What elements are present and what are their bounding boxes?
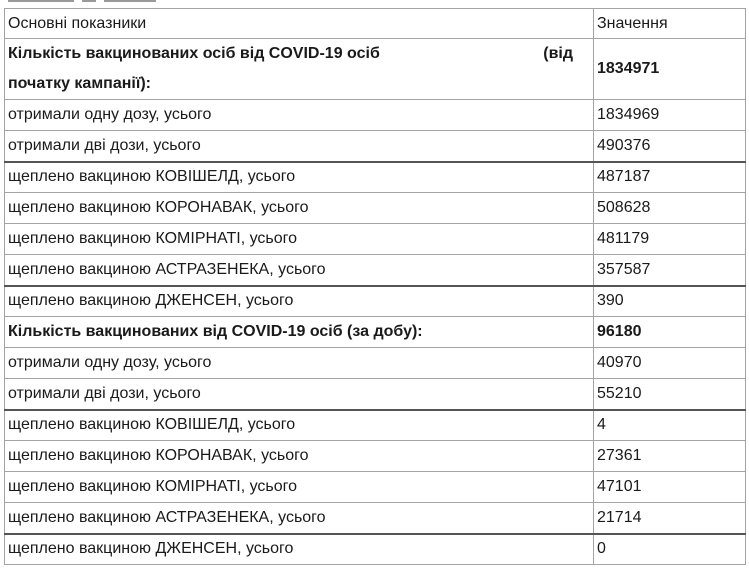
table-row-total-campaign <box>5 39 746 100</box>
cropped-text-fragment <box>104 0 156 2</box>
row-value: 21714 <box>594 503 746 534</box>
row-value: 481179 <box>594 224 746 255</box>
row-value: 0 <box>594 534 746 565</box>
table-row <box>5 441 746 472</box>
row-value: 508628 <box>594 193 746 224</box>
table-row <box>5 286 746 317</box>
vaccination-stats-table <box>4 8 746 565</box>
total-campaign-label-cont: початку кампанії): <box>8 75 151 92</box>
table-row <box>5 193 746 224</box>
table-row <box>5 224 746 255</box>
row-value: 1834969 <box>594 100 746 131</box>
row-label: щеплено вакциною ДЖЕНСЕН, усього <box>5 534 594 565</box>
row-label: щеплено вакциною АСТРАЗЕНЕКА, усього <box>5 503 594 534</box>
row-label: отримали дві дози, усього <box>5 131 594 162</box>
row-label: отримали дві дози, усього <box>5 379 594 410</box>
total-day-label: Кількість вакцинованих від COVID-19 осіб (за добу): <box>5 317 594 348</box>
row-value: 55210 <box>594 379 746 410</box>
row-label: щеплено вакциною КОРОНАВАК, усього <box>5 193 594 224</box>
row-label: щеплено вакциною КОМІРНАТІ, усього <box>5 224 594 255</box>
header-indicators: Основні показники <box>5 9 594 39</box>
row-label: щеплено вакциною КОВІШЕЛД, усього <box>5 162 594 193</box>
header-value: Значення <box>594 9 746 39</box>
table-row <box>5 255 746 286</box>
row-label: щеплено вакциною КОМІРНАТІ, усього <box>5 472 594 503</box>
cropped-top-strip <box>0 0 749 8</box>
row-value: 390 <box>594 286 746 317</box>
row-value: 4 <box>594 410 746 441</box>
total-campaign-value: 1834971 <box>594 39 746 100</box>
row-label: отримали одну дозу, усього <box>5 348 594 379</box>
total-day-value: 96180 <box>594 317 746 348</box>
table-row <box>5 503 746 534</box>
table-row <box>5 379 746 410</box>
cropped-text-fragment <box>82 0 96 2</box>
table-row-total-day <box>5 317 746 348</box>
table-row <box>5 472 746 503</box>
row-label: щеплено вакциною АСТРАЗЕНЕКА, усього <box>5 255 594 286</box>
cropped-text-fragment <box>8 0 74 2</box>
row-value: 487187 <box>594 162 746 193</box>
total-campaign-label-main: Кількість вакцинованих осіб від COVID-19 осіб <box>8 45 380 62</box>
table-row <box>5 534 746 565</box>
table-header-row <box>5 9 746 39</box>
total-campaign-label-tail: (від <box>543 45 573 62</box>
row-value: 40970 <box>594 348 746 379</box>
table-row <box>5 100 746 131</box>
row-label: щеплено вакциною КОВІШЕЛД, усього <box>5 410 594 441</box>
row-value: 47101 <box>594 472 746 503</box>
row-label: щеплено вакциною ДЖЕНСЕН, усього <box>5 286 594 317</box>
table-row <box>5 410 746 441</box>
table-row <box>5 162 746 193</box>
row-value: 357587 <box>594 255 746 286</box>
total-campaign-label <box>5 39 594 100</box>
table-row <box>5 131 746 162</box>
row-value: 27361 <box>594 441 746 472</box>
row-label: отримали одну дозу, усього <box>5 100 594 131</box>
table-row <box>5 348 746 379</box>
row-label: щеплено вакциною КОРОНАВАК, усього <box>5 441 594 472</box>
row-value: 490376 <box>594 131 746 162</box>
